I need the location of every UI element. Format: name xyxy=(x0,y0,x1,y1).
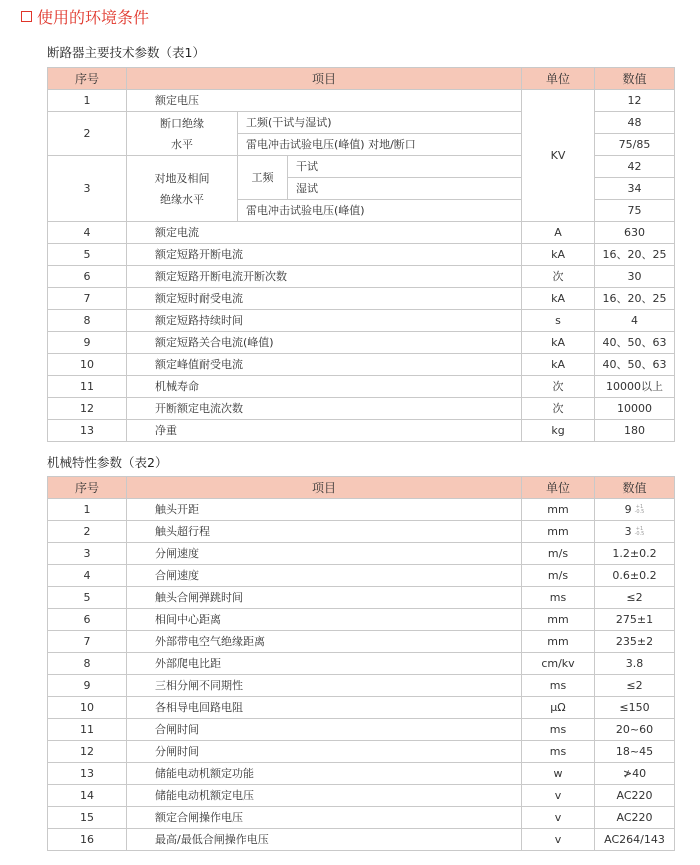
row-no: 3 xyxy=(48,156,127,222)
row-value: 18~45 xyxy=(615,744,654,758)
header-unit: 单位 xyxy=(522,477,595,499)
table-row xyxy=(48,829,675,851)
row-item-group xyxy=(127,112,238,156)
row-value: 10000 xyxy=(595,398,675,420)
row-unit: kA xyxy=(522,354,595,376)
row-unit: ms xyxy=(522,587,595,609)
row-item: 额定短路关合电流(峰值) xyxy=(127,332,522,354)
row-value-cell xyxy=(595,785,675,807)
table2-caption: 机械特性参数（表2） xyxy=(47,455,168,470)
row-no: 8 xyxy=(48,310,127,332)
row-value: ≤2 xyxy=(626,590,643,604)
row-no: 9 xyxy=(48,675,127,697)
row-unit: 次 xyxy=(522,266,595,288)
table-row xyxy=(48,90,675,112)
table-row xyxy=(48,420,675,442)
row-value-cell xyxy=(595,763,675,785)
row-value-cell xyxy=(595,609,675,631)
row-value: 180 xyxy=(595,420,675,442)
row-item: 各相导电回路电阻 xyxy=(127,697,522,719)
table-row xyxy=(48,244,675,266)
row-unit: s xyxy=(522,310,595,332)
row-value-cell xyxy=(595,521,675,543)
row-no: 6 xyxy=(48,609,127,631)
row-item: 触头合闸弹跳时间 xyxy=(127,587,522,609)
row-item: 额定电压 xyxy=(127,90,522,112)
row-unit: kA xyxy=(522,244,595,266)
table1-caption: 断路器主要技术参数（表1） xyxy=(47,45,205,60)
table-row xyxy=(48,675,675,697)
row-no: 3 xyxy=(48,543,127,565)
row-no: 8 xyxy=(48,653,127,675)
row-item: 额定短路开断电流 xyxy=(127,244,522,266)
row-no: 12 xyxy=(48,741,127,763)
row-value: 75/85 xyxy=(595,134,675,156)
row-value-cell xyxy=(595,653,675,675)
row-no: 11 xyxy=(48,719,127,741)
row-value-cell xyxy=(595,697,675,719)
row-unit: cm/kv xyxy=(522,653,595,675)
row-value-cell xyxy=(595,543,675,565)
row-no: 11 xyxy=(48,376,127,398)
row-unit: 次 xyxy=(522,376,595,398)
tolerance-lower: -0.5 xyxy=(634,508,645,515)
row-no: 9 xyxy=(48,332,127,354)
tolerance-upper: +1 xyxy=(635,503,644,510)
row-no: 4 xyxy=(48,222,127,244)
tolerance-upper: +1 xyxy=(635,525,644,532)
row-value: 30 xyxy=(595,266,675,288)
row-no: 13 xyxy=(48,763,127,785)
row-sub-item-dry: 干试 xyxy=(288,156,522,178)
mechanical-characteristics-table xyxy=(47,476,675,851)
row-value: ≯40 xyxy=(622,766,647,780)
row-item: 分闸速度 xyxy=(127,543,522,565)
row-unit: mm xyxy=(522,521,595,543)
row-value: 1.2±0.2 xyxy=(612,546,657,560)
row-item: 分闸时间 xyxy=(127,741,522,763)
row-value: 42 xyxy=(595,156,675,178)
row-no: 7 xyxy=(48,288,127,310)
row-no: 7 xyxy=(48,631,127,653)
row-item: 外部带电空气绝缘距离 xyxy=(127,631,522,653)
row-no: 1 xyxy=(48,90,127,112)
row-unit: mm xyxy=(522,609,595,631)
row-value: 3 xyxy=(624,524,632,538)
row-unit: ms xyxy=(522,675,595,697)
row-value: AC220 xyxy=(616,788,653,802)
row-no: 5 xyxy=(48,244,127,266)
table-row xyxy=(48,653,675,675)
table-row xyxy=(48,719,675,741)
row-value-cell xyxy=(595,565,675,587)
row-unit: mm xyxy=(522,631,595,653)
row-item: 机械寿命 xyxy=(127,376,522,398)
row-item: 额定短时耐受电流 xyxy=(127,288,522,310)
row-sub-item-wet: 湿试 xyxy=(288,178,522,200)
kv-unit-cell: KV xyxy=(522,90,595,222)
row-no: 10 xyxy=(48,354,127,376)
table-row xyxy=(48,609,675,631)
header-unit: 单位 xyxy=(522,68,595,90)
header-item: 项目 xyxy=(127,68,522,90)
row-unit: m/s xyxy=(522,565,595,587)
header-no: 序号 xyxy=(48,68,127,90)
row-value: 40、50、63 xyxy=(595,332,675,354)
row-unit: v xyxy=(522,829,595,851)
row-unit: kA xyxy=(522,288,595,310)
row-sub-item: 雷电冲击试验电压(峰值) xyxy=(238,200,522,222)
table-row xyxy=(48,266,675,288)
row-item-line-2: 绝缘水平 xyxy=(160,192,204,206)
row-unit: kA xyxy=(522,332,595,354)
row-item: 相间中心距离 xyxy=(127,609,522,631)
row-unit: v xyxy=(522,807,595,829)
row-value: ≤2 xyxy=(626,678,643,692)
table-header-row xyxy=(48,68,675,90)
row-item: 额定峰值耐受电流 xyxy=(127,354,522,376)
row-value: 48 xyxy=(595,112,675,134)
row-item: 外部爬电比距 xyxy=(127,653,522,675)
table-row xyxy=(48,521,675,543)
table-header-row xyxy=(48,477,675,499)
row-value-cell xyxy=(595,631,675,653)
row-no: 5 xyxy=(48,587,127,609)
row-item-line-1: 对地及相间 xyxy=(154,171,210,185)
row-value: 20~60 xyxy=(615,722,654,736)
row-no: 1 xyxy=(48,499,127,521)
row-item: 净重 xyxy=(127,420,522,442)
section-title-text: 使用的环境条件 xyxy=(37,7,150,27)
row-no: 6 xyxy=(48,266,127,288)
row-item: 合闸时间 xyxy=(127,719,522,741)
row-value-cell xyxy=(595,675,675,697)
row-value: 275±1 xyxy=(615,612,654,626)
row-unit: μΩ xyxy=(522,697,595,719)
table-row xyxy=(48,332,675,354)
row-value-cell xyxy=(595,499,675,521)
row-value: 10000以上 xyxy=(595,376,675,398)
row-no: 10 xyxy=(48,697,127,719)
row-value: 16、20、25 xyxy=(595,244,675,266)
tolerance xyxy=(635,505,645,515)
row-value: 12 xyxy=(595,90,675,112)
row-item-line-2: 水平 xyxy=(171,137,193,151)
table-row xyxy=(48,499,675,521)
row-item: 额定短路开断电流开断次数 xyxy=(127,266,522,288)
row-value: AC264/143 xyxy=(604,832,665,846)
row-sub-item-freq: 工频 xyxy=(238,156,288,200)
row-value: 235±2 xyxy=(615,634,654,648)
table-row xyxy=(48,763,675,785)
row-item: 储能电动机额定电压 xyxy=(127,785,522,807)
row-value-cell xyxy=(595,587,675,609)
table-row xyxy=(48,741,675,763)
row-no: 13 xyxy=(48,420,127,442)
row-unit: kg xyxy=(522,420,595,442)
row-no: 4 xyxy=(48,565,127,587)
table-row xyxy=(48,543,675,565)
row-no: 14 xyxy=(48,785,127,807)
table-row xyxy=(48,587,675,609)
row-value: 3.8 xyxy=(625,656,644,670)
row-unit: 次 xyxy=(522,398,595,420)
row-no: 15 xyxy=(48,807,127,829)
table-row xyxy=(48,376,675,398)
row-unit: A xyxy=(522,222,595,244)
row-value: 0.6±0.2 xyxy=(612,568,657,582)
header-value: 数值 xyxy=(595,68,675,90)
row-unit: mm xyxy=(522,499,595,521)
row-value: 9 xyxy=(624,502,632,516)
row-value-cell xyxy=(595,741,675,763)
table-row xyxy=(48,288,675,310)
row-item-group xyxy=(127,156,238,222)
table-row xyxy=(48,785,675,807)
row-item: 额定合闸操作电压 xyxy=(127,807,522,829)
row-unit: w xyxy=(522,763,595,785)
tolerance xyxy=(635,527,645,537)
row-sub-item: 工频(干试与湿试) xyxy=(238,112,522,134)
row-unit: ms xyxy=(522,741,595,763)
table-row xyxy=(48,631,675,653)
row-unit: ms xyxy=(522,719,595,741)
row-value: 630 xyxy=(595,222,675,244)
row-no: 12 xyxy=(48,398,127,420)
row-value: 75 xyxy=(595,200,675,222)
row-item: 额定电流 xyxy=(127,222,522,244)
row-item: 开断额定电流次数 xyxy=(127,398,522,420)
checkbox-square-icon xyxy=(21,11,32,22)
table-row xyxy=(48,807,675,829)
row-unit: m/s xyxy=(522,543,595,565)
row-item: 最高/最低合闸操作电压 xyxy=(127,829,522,851)
row-value: 34 xyxy=(595,178,675,200)
row-value-cell xyxy=(595,807,675,829)
row-item: 触头超行程 xyxy=(127,521,522,543)
header-no: 序号 xyxy=(48,477,127,499)
row-item-line-1: 断口绝缘 xyxy=(160,116,204,130)
row-item: 储能电动机额定功能 xyxy=(127,763,522,785)
row-unit: v xyxy=(522,785,595,807)
row-item: 三相分闸不同期性 xyxy=(127,675,522,697)
row-no: 2 xyxy=(48,521,127,543)
row-value: 16、20、25 xyxy=(595,288,675,310)
header-item: 项目 xyxy=(127,477,522,499)
table-row xyxy=(48,354,675,376)
row-no: 16 xyxy=(48,829,127,851)
row-value-cell xyxy=(595,829,675,851)
row-item: 合闸速度 xyxy=(127,565,522,587)
row-value-cell xyxy=(595,719,675,741)
row-no: 2 xyxy=(48,112,127,156)
table-row xyxy=(48,310,675,332)
table-row xyxy=(48,222,675,244)
table-row xyxy=(48,398,675,420)
row-sub-item: 雷电冲击试验电压(峰值) 对地/断口 xyxy=(238,134,522,156)
row-value: AC220 xyxy=(616,810,653,824)
technical-parameters-table xyxy=(47,67,675,442)
table-row xyxy=(48,697,675,719)
section-title xyxy=(21,4,149,28)
header-value: 数值 xyxy=(595,477,675,499)
row-value: 40、50、63 xyxy=(595,354,675,376)
row-value: 4 xyxy=(595,310,675,332)
tolerance-lower: -0.5 xyxy=(634,530,645,537)
row-item: 触头开距 xyxy=(127,499,522,521)
row-value: ≤150 xyxy=(619,700,650,714)
table-row xyxy=(48,565,675,587)
row-item: 额定短路持续时间 xyxy=(127,310,522,332)
